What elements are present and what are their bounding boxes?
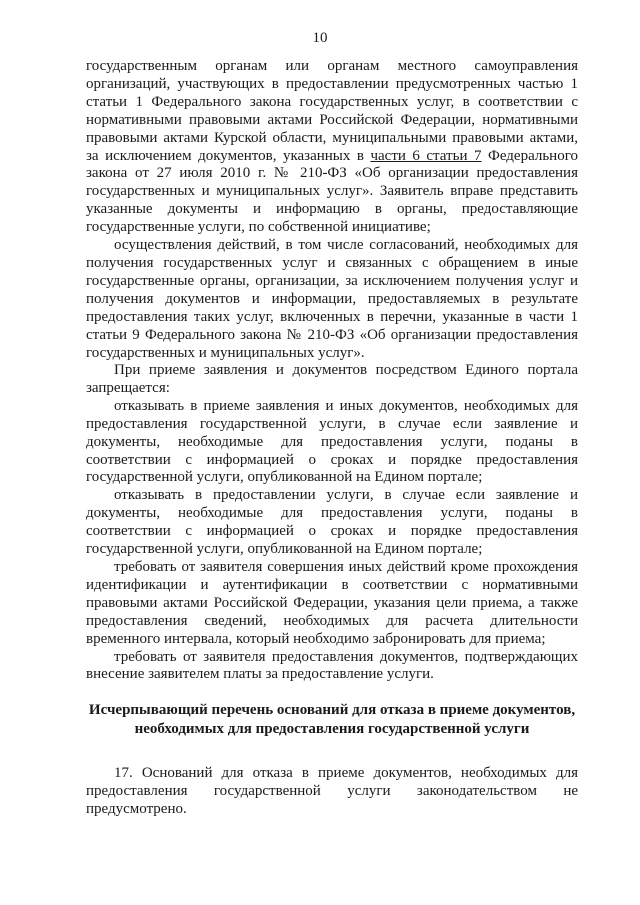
paragraph-documents-info [86,58,578,237]
list-item-require-actions: требовать от заявителя совершения иных действий кроме прохождения идентификации и аутентификации в соответствии с нормативными правовыми актами Российской Федерации, указания цели приема, а также предоставления сведений, необходимых для расчета длительности временного интервала, который необходимо забронировать для приема; [86,558,578,647]
list-item-refuse-service: отказывать в предоставлении услуги, в случае если заявление и документы, необходимые для предоставления услуги, поданы в соответствии с информацией о сроках и порядке предоставления государственной услуги, опубликованной на Едином портале; [86,487,578,558]
paragraph-actions: осуществления действий, в том числе согласований, необходимых для получения государственных услуг и связанных с обращением в иные государственные органы, организации, за исключением получения услуг и получения документов и информации, предоставляемых в результате предоставления таких услуг, включенных в перечни, указанные в части 1 статьи 9 Федерального закона № 210-ФЗ «Об организации предоставления государственных и муниципальных услуг». [86,237,578,361]
page-number: 10 [312,30,328,46]
text-block-2 [86,362,578,684]
text-block-3 [86,765,578,819]
paragraph-17: 17. Оснований для отказа в приеме документов, необходимых для предоставления государственной услуги законодательством не предусмотрено. [86,765,578,817]
paragraph-portal-prohibitions: При приеме заявления и документов посредством Единого портала запрещается: [86,362,578,396]
paragraph-text: Федерального закона от 27 июля 2010 г. № 210-ФЗ «Об организации предоставления государственных и муниципальных услуг». Заявитель вправе представить указанные документы и информацию в органы, предоставляющие государственные услуги, по собственной инициативе; [86,147,578,236]
paragraph-text: государственным органам или органам местного самоуправления организаций, участвующих в предоставлении предусмотренных частью 1 статьи 1 Федерального закона государственных услуг, в соответствии с нормативными правовыми актами Российской Федерации, нормативными правовыми актами Курской области, муниципальными правовыми актами, за исключением документов, указанных в [86,58,578,164]
law-article-link[interactable]: части 6 статьи 7 [370,147,482,164]
list-item-refuse-acceptance: отказывать в приеме заявления и иных документов, необходимых для предоставления государственной услуги, в случае если заявление и документы, необходимые для предоставления услуги, поданы в соответствии с информацией о сроках и порядке предоставления государственной услуги, опубликованной на Едином портале; [86,397,578,486]
text-block-1 [86,58,578,362]
list-item-require-payment-docs: требовать от заявителя предоставления документов, подтверждающих внесение заявителем платы за предоставление услуги. [86,648,578,683]
section-heading: Исчерпывающий перечень оснований для отказа в приеме документов, необходимых для предоставления государственной услуги [88,702,576,737]
